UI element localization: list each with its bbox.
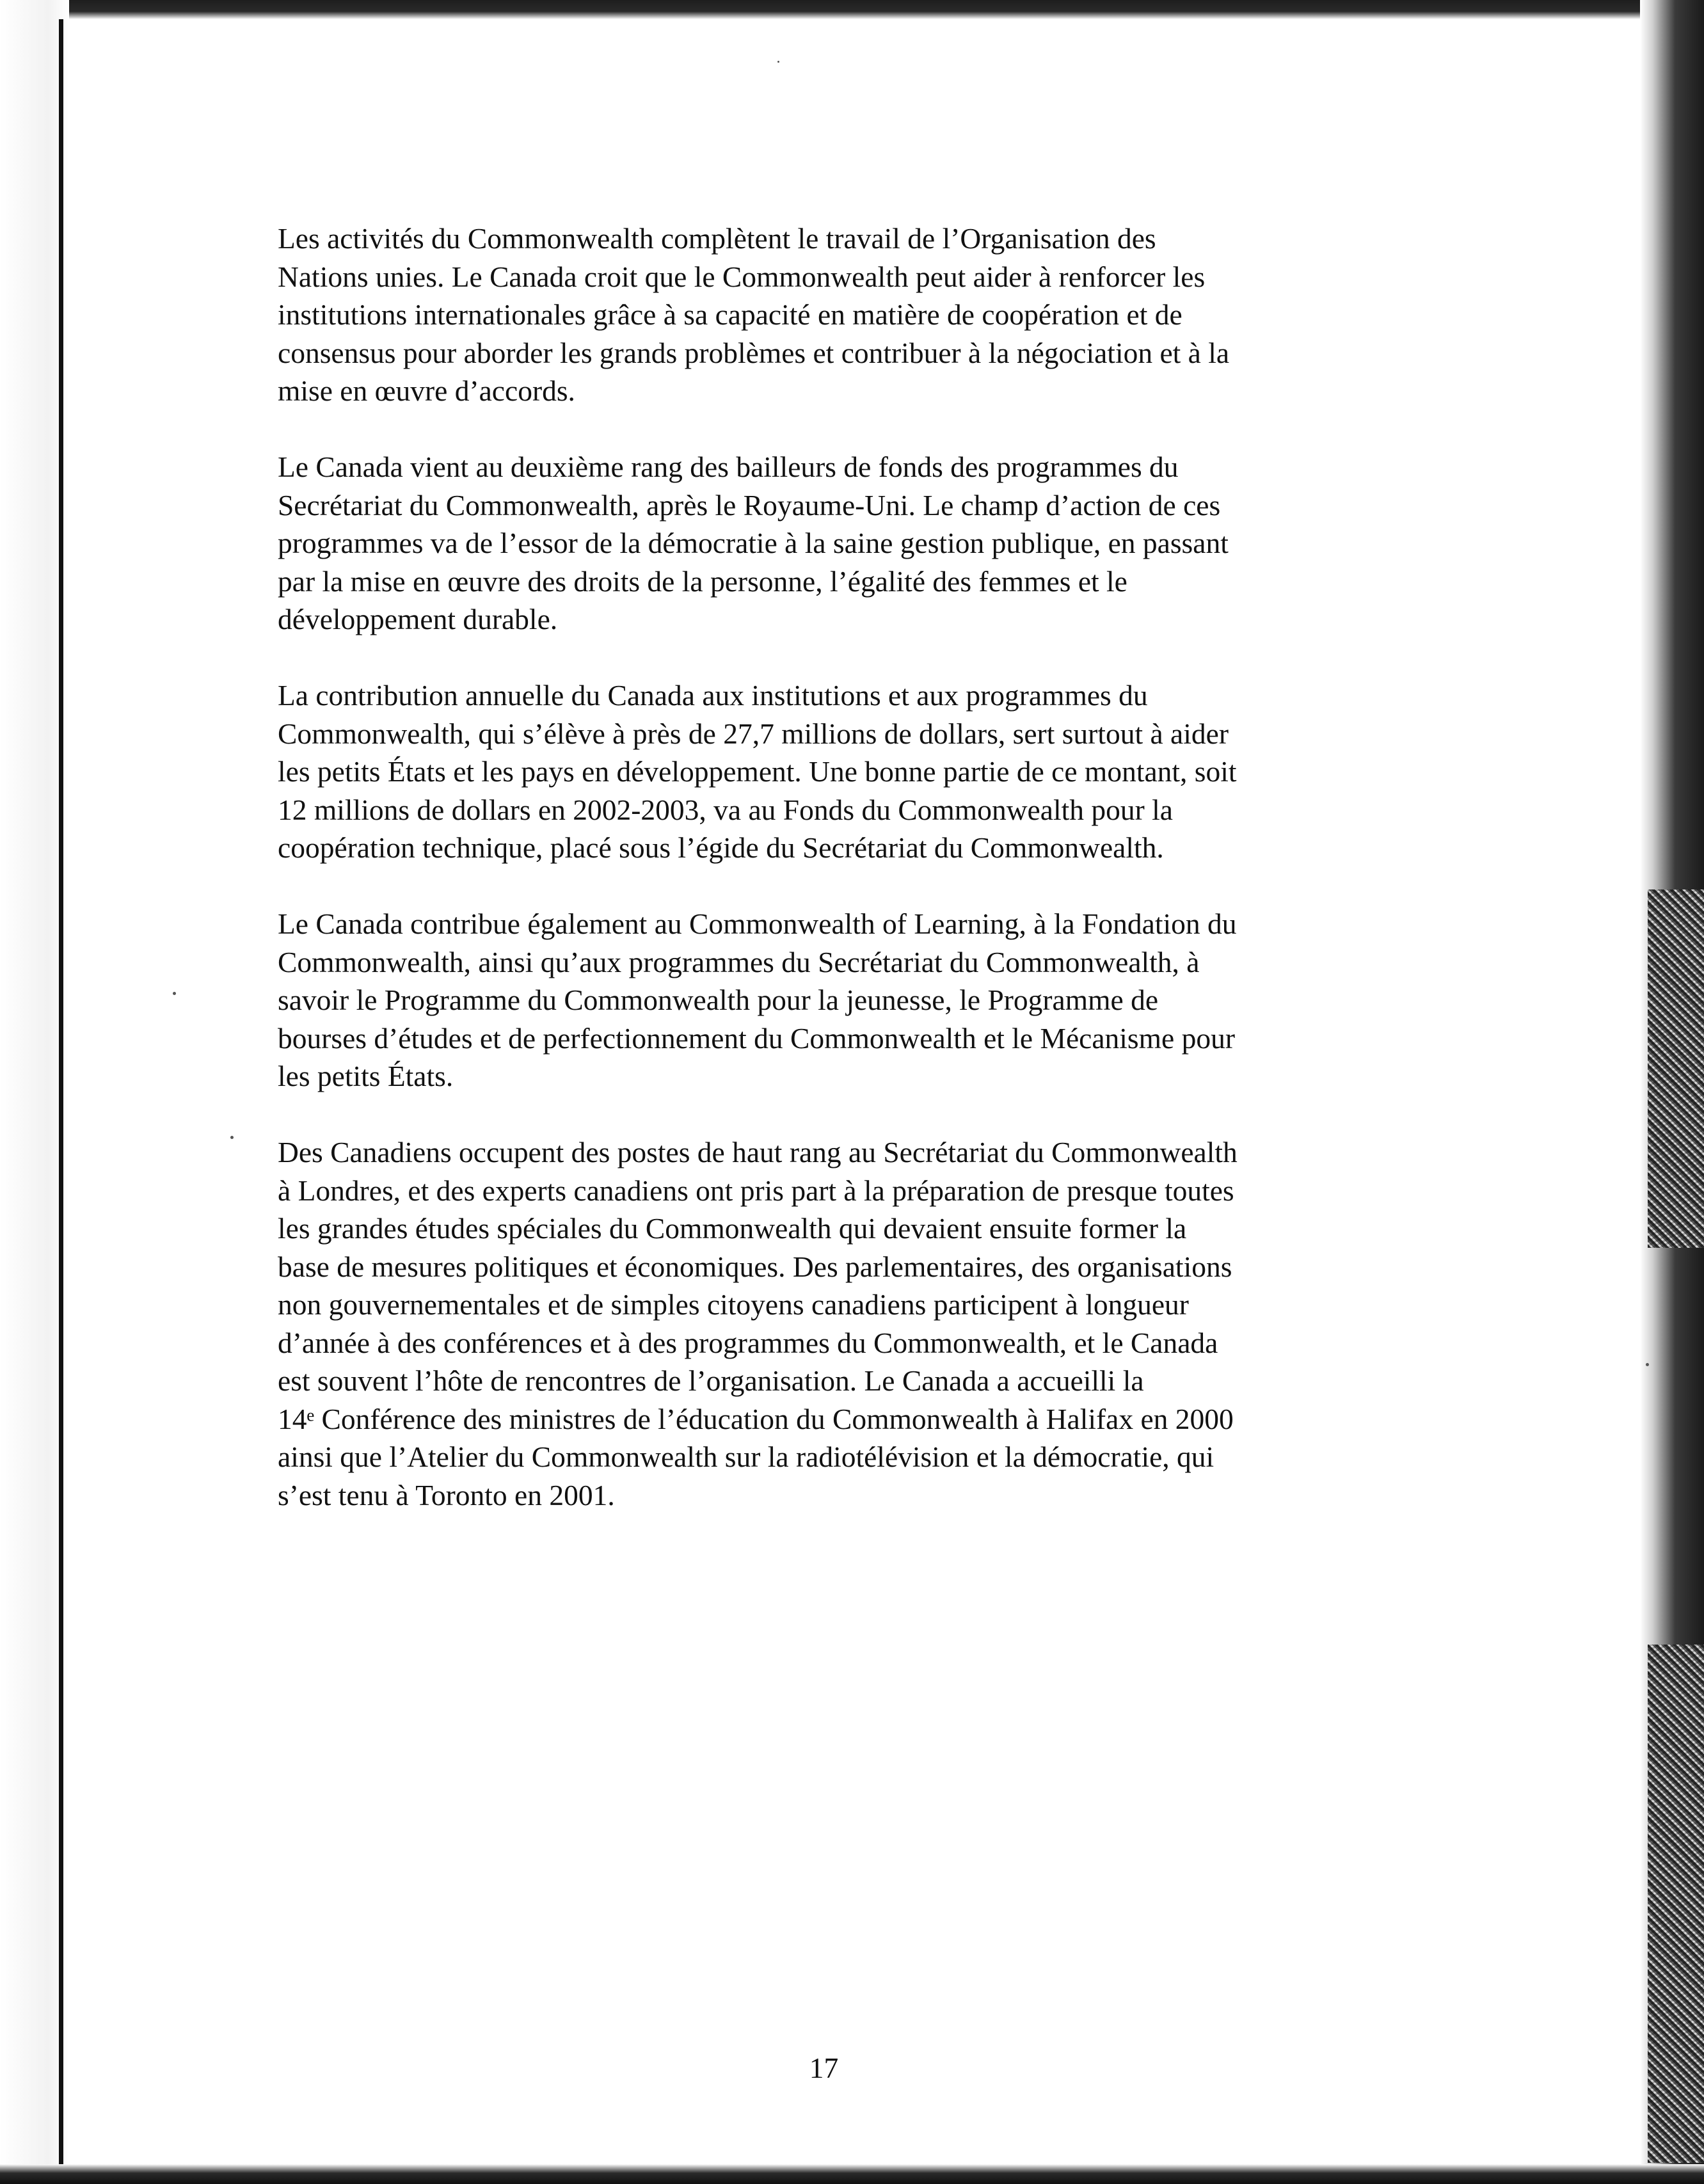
scan-speck <box>173 992 176 995</box>
scan-bottom-edge <box>0 2164 1704 2184</box>
document-body <box>278 219 1429 1552</box>
scan-left-binding-line <box>59 19 63 2164</box>
scan-right-edge-noise <box>1648 889 1704 1248</box>
paragraph-annual-contribution: La contribution annuelle du Canada aux institutions et aux programmes du Commonwealth, qui s’élève à près de 27,7 millions de dollars, sert surtout à aider les petits États et les pays en développement. Une bonne partie de ce montant, soit 12 millions de dollars en 2002-2003, va au Fonds du Commonwealth pour la coopération technique, placé sous l’égide du Secrétariat du Commonwealth. <box>278 679 1237 864</box>
page-number: 17 <box>809 2052 839 2084</box>
scan-right-edge-noise <box>1648 1645 1704 2163</box>
paragraph-canadian-participation: Des Canadiens occupent des postes de haut rang au Secrétariat du Commonwealth à Londres, et des experts canadiens ont pris part à la préparation de presque toutes les grandes études spéciales du Commonwealth qui devaient ensuite former la base de mesures politiques et économiques. Des parlementaires, des organisations non gouvernementales et de simples citoyens canadiens participent à longueur d’année à des conférences et à des programmes du Commonwealth, et le Canada est souvent l’hôte de rencontres de l’organisation. Le Canada a accueilli la 14ᵉ Conférence des ministres de l’éducation du Commonwealth à Halifax en 2000 ainsi que l’Atelier du Commonwealth sur la radiotélévision et la démocratie, qui s’est tenu à Toronto en 2001. <box>278 1136 1238 1511</box>
paragraph-canada-second-donor: Le Canada vient au deuxième rang des bailleurs de fonds des programmes du Secrétariat du Commonwealth, après le Royaume-Uni. Le champ d’action de ces programmes va de l’essor de la démocratie à la saine gestion publique, en passant par la mise en œuvre des droits de la personne, l’égalité des femmes et le développement durable. <box>278 450 1229 635</box>
scan-speck <box>777 61 779 63</box>
paragraph-commonwealth-and-un: Les activités du Commonwealth complètent le travail de l’Organisation des Nations unies. Le Canada croit que le Commonwealth peut aider à renforcer les institutions internationales grâce à sa capacité en matière de coopération et de consensus pour aborder les grands problèmes et contribuer à la négociation et à la mise en œuvre d’accords. <box>278 222 1230 407</box>
scan-top-edge <box>0 0 1704 19</box>
scan-speck <box>1646 1363 1649 1366</box>
paragraph-other-contributions: Le Canada contribue également au Commonwealth of Learning, à la Fondation du Commonwealth, ainsi qu’aux programmes du Secrétariat du Commonwealth, à savoir le Programme du Commonwealth pour la jeunesse, le Programme de bourses d’études et de perfectionnement du Commonwealth et le Mécanisme pour les petits États. <box>278 907 1237 1092</box>
scan-speck <box>230 1136 234 1139</box>
